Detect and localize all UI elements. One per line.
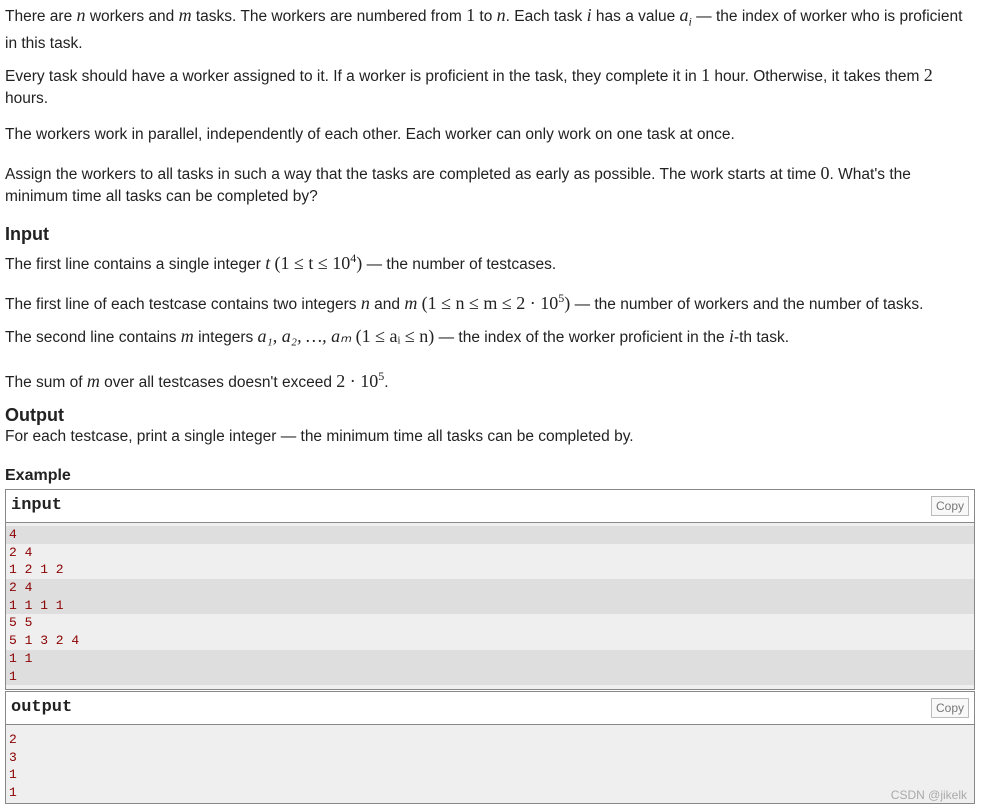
input-line: 2 4 <box>9 544 33 560</box>
paragraph-3: The workers work in parallel, independently of each other. Each worker can only work on one task at once. <box>5 126 735 143</box>
example-output-box <box>5 691 975 804</box>
example-output-header <box>6 692 974 725</box>
input-line: 5 5 <box>9 615 33 631</box>
example-input-header <box>6 490 974 523</box>
input-line: 2 4 <box>6 579 974 597</box>
input-heading: Input <box>5 224 49 244</box>
copy-output-button[interactable]: Copy <box>931 698 969 718</box>
input-line: 4 <box>6 526 974 544</box>
csdn-watermark: CSDN @jikelk <box>890 788 967 802</box>
example-input-box <box>5 489 975 690</box>
example-output-content <box>6 725 974 802</box>
paragraph-4: Assign the workers to all tasks in such a way that the tasks are completed as early as possible. The work starts at time 0. What's the minimum time all tasks can be completed by? <box>5 163 911 205</box>
example-input-label: input <box>11 496 63 515</box>
example-title: Example <box>5 467 71 484</box>
paragraph-2: Every task should have a worker assigned to it. If a worker is proficient in the task, they complete it in 1 hour. Otherwise, it takes them 2 hours. <box>5 65 933 107</box>
input-line-4: The sum of m over all testcases doesn't exceed $2 \cdot 10^5$. <box>5 369 389 391</box>
example-input-content <box>6 523 974 685</box>
output-heading: Output <box>5 405 64 425</box>
output-line: 1 <box>9 767 17 783</box>
output-line: 2 <box>9 732 17 747</box>
input-line: 1 2 1 2 <box>9 562 64 578</box>
input-line-1: The first line contains a single integer t $(1 \le t \le 10^4)$ — the number of testcases. <box>5 251 557 273</box>
input-line-3: The second line contains m integers a₁, a₂, …, aₘ (1 ≤ aᵢ ≤ n) — the index of the worker proficient in the i-th task. <box>5 326 790 346</box>
output-line: 3 <box>9 749 17 765</box>
input-line: 1 1 <box>6 650 974 668</box>
input-line: 1 1 1 1 <box>6 597 974 615</box>
output-text: For each testcase, print a single integer — the minimum time all tasks can be completed by. <box>5 428 634 445</box>
input-line: 1 <box>6 668 974 686</box>
paragraph-1: There are n workers and m tasks. The workers are numbered from 1 to n. Each task i has a value $a_i$ — the index of worker who is proficient in this task. <box>5 5 963 52</box>
input-line: 5 1 3 2 4 <box>9 633 80 649</box>
output-line: 1 <box>9 785 17 801</box>
example-output-label: output <box>11 698 73 717</box>
copy-input-button[interactable]: Copy <box>931 496 969 516</box>
input-line-2: The first line of each testcase contains two integers n and m $(1 \le n \le m \le 2 \cdot 10^5)$ — the number of workers and the number of tasks. <box>5 291 924 313</box>
